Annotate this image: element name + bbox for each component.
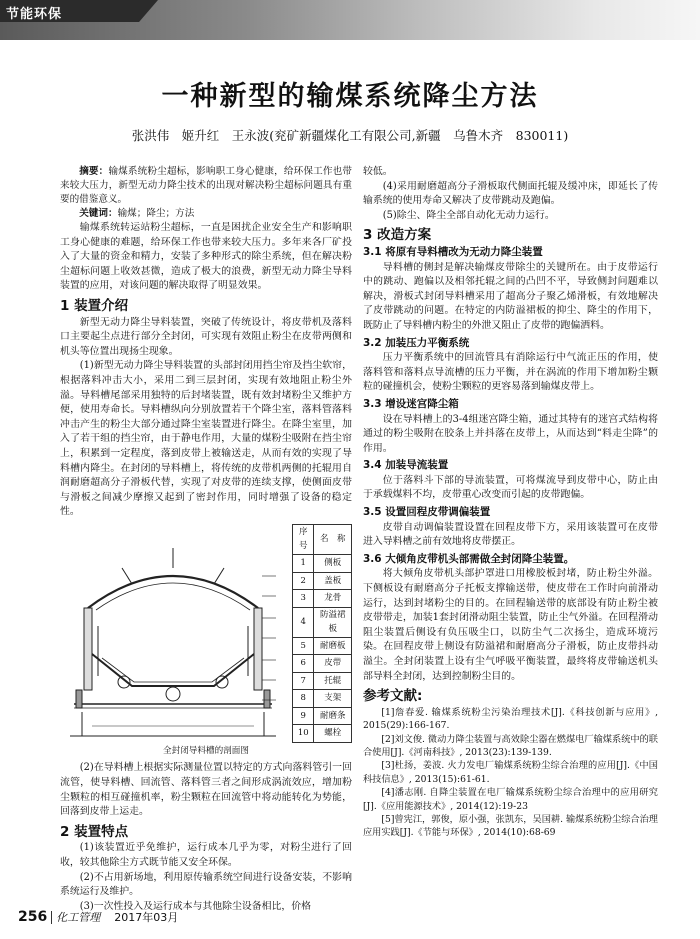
keywords-text: 输煤；降尘；方法	[117, 208, 195, 219]
subsection-3-2: 3.2 加装压力平衡系统	[363, 336, 470, 349]
abstract	[60, 165, 352, 207]
s3-4-paragraph: 位于落料斗下部的导流装置，可将煤流导到皮带中心，防止由于承载煤料不均，皮带重心改变而引起的皮带跑偏。	[363, 474, 658, 501]
page-footer	[18, 906, 178, 925]
legend-row: 1 侧板	[293, 555, 352, 573]
trough-diagram	[62, 526, 284, 740]
s2-item-3: (3)一次性投入及运行成本与其他除尘设备相比，价格	[79, 900, 312, 912]
s3-6-paragraph: 将大倾角皮带机头部护罩进口用橡胶板封堵，防止粉尘外溢。下侧板设有耐磨高分子托板支撑输送带，使皮带在工作时向前滑动运行，达到封堵粉尘的目的。在回程输送带的底部设有防止粉尘被皮带带走，加装1套封闭滑动阻尘装置，防止尘气外溢。在回程滑动阻尘装置后侧设有负压吸尘口，以防尘气二次扬尘，造成环境污染。在回程皮带上侧设有防溢裙和耐磨高分子滑板，防止皮带抖动溢尘。全封闭装置上设有尘气呼吸平衡装置，最终将皮带输送机头部导料全封闭，达到控制粉尘目的。	[363, 568, 658, 682]
legend-row: 6 皮带	[293, 655, 352, 673]
figure-cross-section	[60, 524, 352, 742]
figure-caption: 全封闭导料槽的剖面图	[163, 745, 249, 756]
reference-item: [3]杜扬，姜波. 火力发电厂输煤系统粉尘综合治理的应用[J].《中国科技信息》, 2013(15):61-61.	[363, 760, 658, 785]
legend-row: 9 耐磨条	[293, 707, 352, 725]
authors-line: 张洪伟 姬升红 王永波(兖矿新疆煤化工有限公司,新疆 乌鲁木齐 830011)	[131, 128, 569, 143]
legend-header-no: 序号	[293, 524, 314, 554]
figure-legend-table	[292, 524, 352, 743]
abstract-text: 输煤系统粉尘超标，影响职工身心健康，给环保工作也带来较大压力，新型无动力降尘技术的出现对解决粉尘超标问题具有重要的借鉴意义。	[60, 166, 353, 205]
s3-1-paragraph: 导料槽的侧封是解决输煤皮带除尘的关键所在。由于皮带运行中的跳动、跑偏以及相邻托辊之间的凸凹不平，导致侧封问题难以解决，滑板式封闭导料槽采用了超高分子聚乙烯滑板，有效地解决了皮带跳动的问题。在特定的内防溢裙板的抑尘、降尘的作用下，既防止了导料槽内粉尘的外泄又阻止了皮带的跑偏洒料。	[363, 261, 658, 331]
legend-header-name: 名 称	[314, 524, 352, 554]
intro-paragraph: 输煤系统转运站粉尘超标，一直是困扰企业安全生产和影响职工身心健康的难题，给环保工作也带来较大压力。多年来各厂矿投入了大量的资金和精力，安装了多种形式的除尘系统，但在解决粉尘超标问题上收效甚微，造成了极大的浪费，新型无动力降尘导料装置的应用，对该问题的解决取得了明显效果。	[60, 222, 352, 292]
legend-row: 8 支架	[293, 690, 352, 708]
reference-item: [5]曾宪江，郭俊，原小强，张凯东，吴国耕. 输煤系统粉尘综合治理应用实践[J].《节能与环保》, 2014(10):68-69	[363, 814, 658, 839]
references-heading: 参考文献:	[363, 688, 423, 705]
s1-paragraph-2: (1)新型无动力降尘导料装置的头部封闭用挡尘帘及挡尘软帘，根据落料冲击大小，采用二到三层封闭，实现有效地阻止粉尘外溢。导料槽尾部采用独特的后封堵装置，既有效封堵粉尘又维护方便，使用寿命长。导料槽纵向分别放置若干个降尘室，落料管落料冲击产生的粉尘大部分通过降尘室装置进行降尘。在降尘室里，加入了若干组的挡尘帘，由于静电作用，大量的煤粉尘吸附在挡尘帘上，积累到一定程度，落到皮带上被输送走，从而有效的实现了导料槽内降尘。在封闭的导料槽上，将传统的皮带机两侧的托辊用自润耐磨超高分子滑板代替，实现了对皮带的连续支撑，使侧面皮带与滑板之间减少摩擦又起到了密封作用，同时增强了设备的稳定性。	[60, 360, 352, 518]
s2-item-1: (1)该装置近乎免维护，运行成本几乎为零，对粉尘进行了回收，较其他除尘方式既节能又安全环保。	[60, 842, 352, 869]
s3-3-paragraph: 设在导料槽上的3-4组迷宫降尘箱，通过其特有的迷宫式结构将通过的粉尘吸附在胶条上并抖落在皮带上，从而达到“料走尘降”的作用。	[363, 413, 658, 454]
subsection-3-1: 3.1 将原有导料槽改为无动力降尘装置	[363, 245, 543, 258]
section-tag: 节能环保	[6, 7, 63, 22]
s1-paragraph-1: 新型无动力降尘导料装置，突破了传统设计，将皮带机及落料口主要起尘点进行部分全封闭，可实现有效阻止粉尘在皮带两侧和机头等位置出现扬尘现象。	[60, 316, 352, 357]
left-column	[60, 165, 352, 914]
page-number: 256	[18, 909, 48, 925]
keywords-label: 关键词：	[79, 208, 118, 219]
section-3-heading: 3 改造方案	[363, 227, 432, 244]
header-band	[0, 0, 700, 40]
legend-row: 7 托辊	[293, 672, 352, 690]
right-column	[363, 165, 658, 840]
s3-2-paragraph: 压力平衡系统中的回流管具有消除运行中气流正压的作用，使落料管和落料点导流槽的压力平衡，并在涡流的作用下增加粉尘颗粒的碰撞机会，使粉尘颗粒的更容易落到输煤皮带上。	[363, 352, 658, 393]
legend-row: 4 防溢裙板	[293, 607, 352, 637]
legend-row: 2 盖板	[293, 572, 352, 590]
subsection-3-6: 3.6 大倾角皮带机头部需做全封闭降尘装置。	[363, 552, 575, 565]
abstract-label: 摘要：	[79, 166, 109, 177]
subsection-3-3: 3.3 增设迷宫降尘箱	[363, 397, 459, 410]
s3-5-paragraph: 皮带自动调偏装置设置在回程皮带下方，采用该装置可在皮带进入导料槽之前有效地将皮带摆正。	[363, 521, 658, 548]
subsection-3-5: 3.5 设置回程皮带调偏装置	[363, 506, 491, 519]
magazine-name: 化工管理	[51, 911, 100, 924]
s2-item-2: (2)不占用新场地，利用原传输系统空间进行设备安装，不影响系统运行及维护。	[60, 871, 352, 898]
s2-item-5: (5)除尘、降尘全部自动化无动力运行。	[382, 209, 555, 221]
reference-item: [2]刘文俊. 微动力降尘装置与高效除尘器在燃煤电厂输煤系统中的联合使用[J].《河南科技》, 2013(23):139-139.	[363, 733, 658, 758]
s2-item-4: (4)采用耐磨超高分子滑板取代侧面托辊及缓冲床，即延长了传输系统的使用寿命又解决了皮带跳动及跑偏。	[363, 180, 658, 207]
s1-paragraph-3: (2)在导料槽上根据实际测量位置以特定的方式向落料管引一回流管，使导料槽、回流管、落料管三者之间形成涡流效应，增加粉尘颗粒的相互碰撞机率，粉尘颗粒在回流管中将动能转化为势能，回落到皮带上运走。	[60, 762, 352, 818]
subsection-3-4: 3.4 加装导流装置	[363, 459, 449, 472]
reference-item: [1]詹春爱. 输煤系统粉尘污染治理技术[J].《科技创新与应用》, 2015(29):166-167.	[363, 706, 658, 732]
section-2-heading: 2 装置特点	[60, 823, 129, 840]
issue-date: 2017年03月	[114, 911, 179, 924]
section-1-heading: 1 装置介绍	[60, 297, 129, 314]
legend-row: 3 龙骨	[293, 590, 352, 608]
keywords	[60, 207, 352, 221]
legend-row: 10 螺栓	[293, 725, 352, 743]
reference-item: [4]潘志刚. 自降尘装置在电厂输煤系统粉尘综合治理中的应用研究[J].《应用能源技术》, 2014(12):19-23	[363, 787, 658, 812]
article-title: 一种新型的输煤系统降尘方法	[161, 81, 539, 112]
s2-item-3-cont: 较低。	[363, 166, 393, 177]
legend-row: 5 耐磨板	[293, 637, 352, 655]
